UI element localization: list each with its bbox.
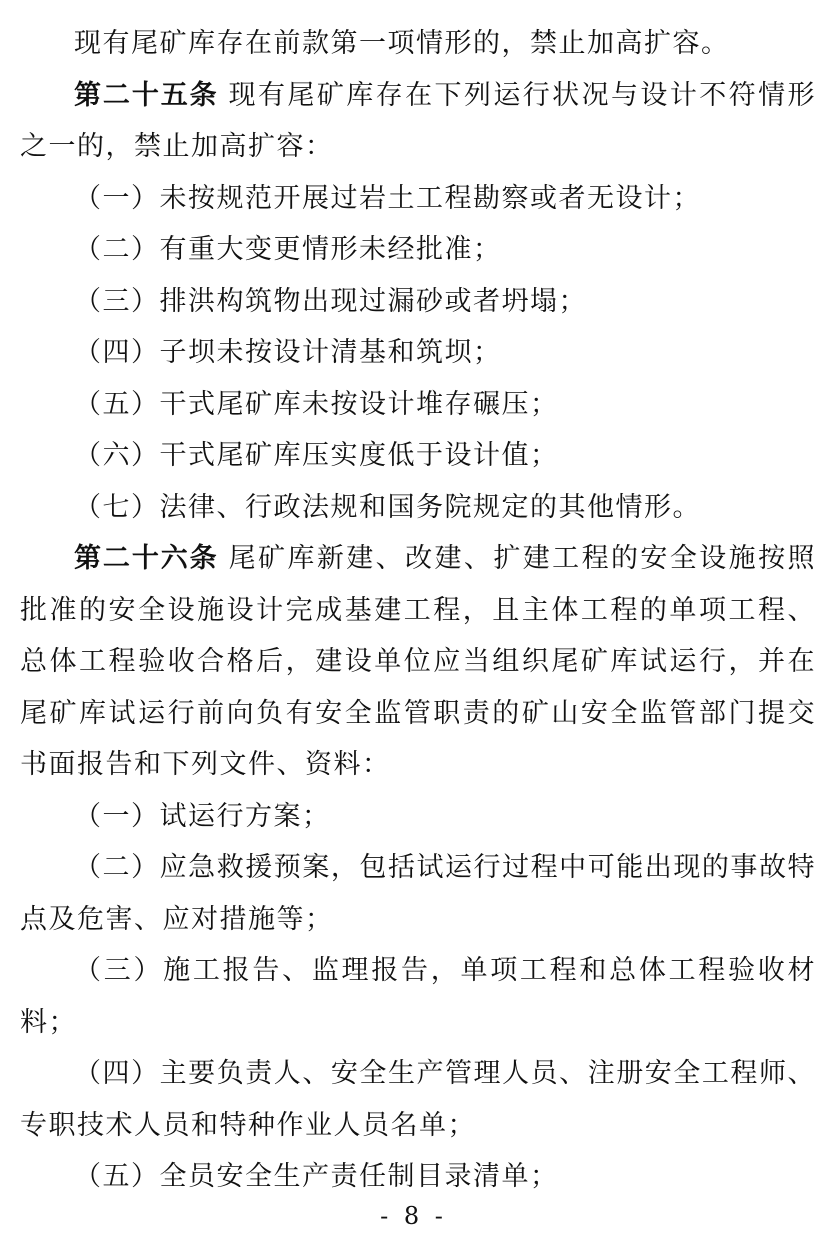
list-item (20, 1151, 816, 1203)
article-heading: 第二十五条 (74, 79, 219, 111)
paragraph-text: （一）试运行方案； (74, 800, 331, 832)
paragraph-text: （三）排洪构筑物出现过漏砂或者坍塌； (74, 285, 587, 317)
list-item (20, 276, 816, 328)
list-item (20, 327, 816, 379)
list-item (20, 173, 816, 225)
page-number: - 8 - (380, 1202, 447, 1230)
paragraph-text: （一）未按规范开展过岩土工程勘察或者无设计； (74, 182, 701, 214)
list-item (20, 482, 816, 534)
list-item (20, 945, 816, 1048)
article-paragraph (20, 70, 816, 173)
list-item (20, 224, 816, 276)
paragraph-text: （七）法律、行政法规和国务院规定的其他情形。 (74, 491, 701, 523)
list-item (20, 842, 816, 945)
paragraph-text: 现有尾矿库存在前款第一项情形的，禁止加高扩容。 (74, 28, 730, 59)
paragraph-text: （六）干式尾矿库压实度低于设计值； (74, 440, 559, 471)
paragraph-text: 现有尾矿库存在下列运行状况与设计不符情形之一的，禁止加高扩容： (20, 79, 817, 162)
list-item (20, 379, 816, 431)
article-paragraph (20, 533, 816, 791)
list-item (20, 791, 816, 843)
article-heading: 第二十六条 (74, 543, 219, 574)
paragraph (20, 18, 816, 70)
paragraph-text: （四）子坝未按设计清基和筑坝； (74, 337, 502, 368)
paragraph-text: （五）全员安全生产责任制目录清单； (74, 1161, 559, 1192)
paragraph-text: （二）有重大变更情形未经批准； (74, 234, 502, 265)
list-item (20, 1048, 816, 1151)
list-item (20, 430, 816, 482)
paragraph-text: 尾矿库新建、改建、扩建工程的安全设施按照批准的安全设施设计完成基建工程，且主体工程的单项工程、总体工程验收合格后，建设单位应当组织尾矿库试运行，并在尾矿库试运行前向负有安全监管职责的矿山安全监管部门提交书面报告和下列文件、资料： (20, 543, 817, 780)
paragraph-text: （四）主要负责人、安全生产管理人员、注册安全工程师、专职技术人员和特种作业人员名单； (20, 1058, 816, 1141)
document-page (20, 18, 816, 1203)
paragraph-text: （五）干式尾矿库未按设计堆存碾压； (74, 388, 559, 420)
paragraph-text: （二）应急救援预案，包括试运行过程中可能出现的事故特点及危害、应对措施等； (20, 852, 816, 935)
paragraph-text: （三）施工报告、监理报告，单项工程和总体工程验收材料； (20, 955, 816, 1038)
